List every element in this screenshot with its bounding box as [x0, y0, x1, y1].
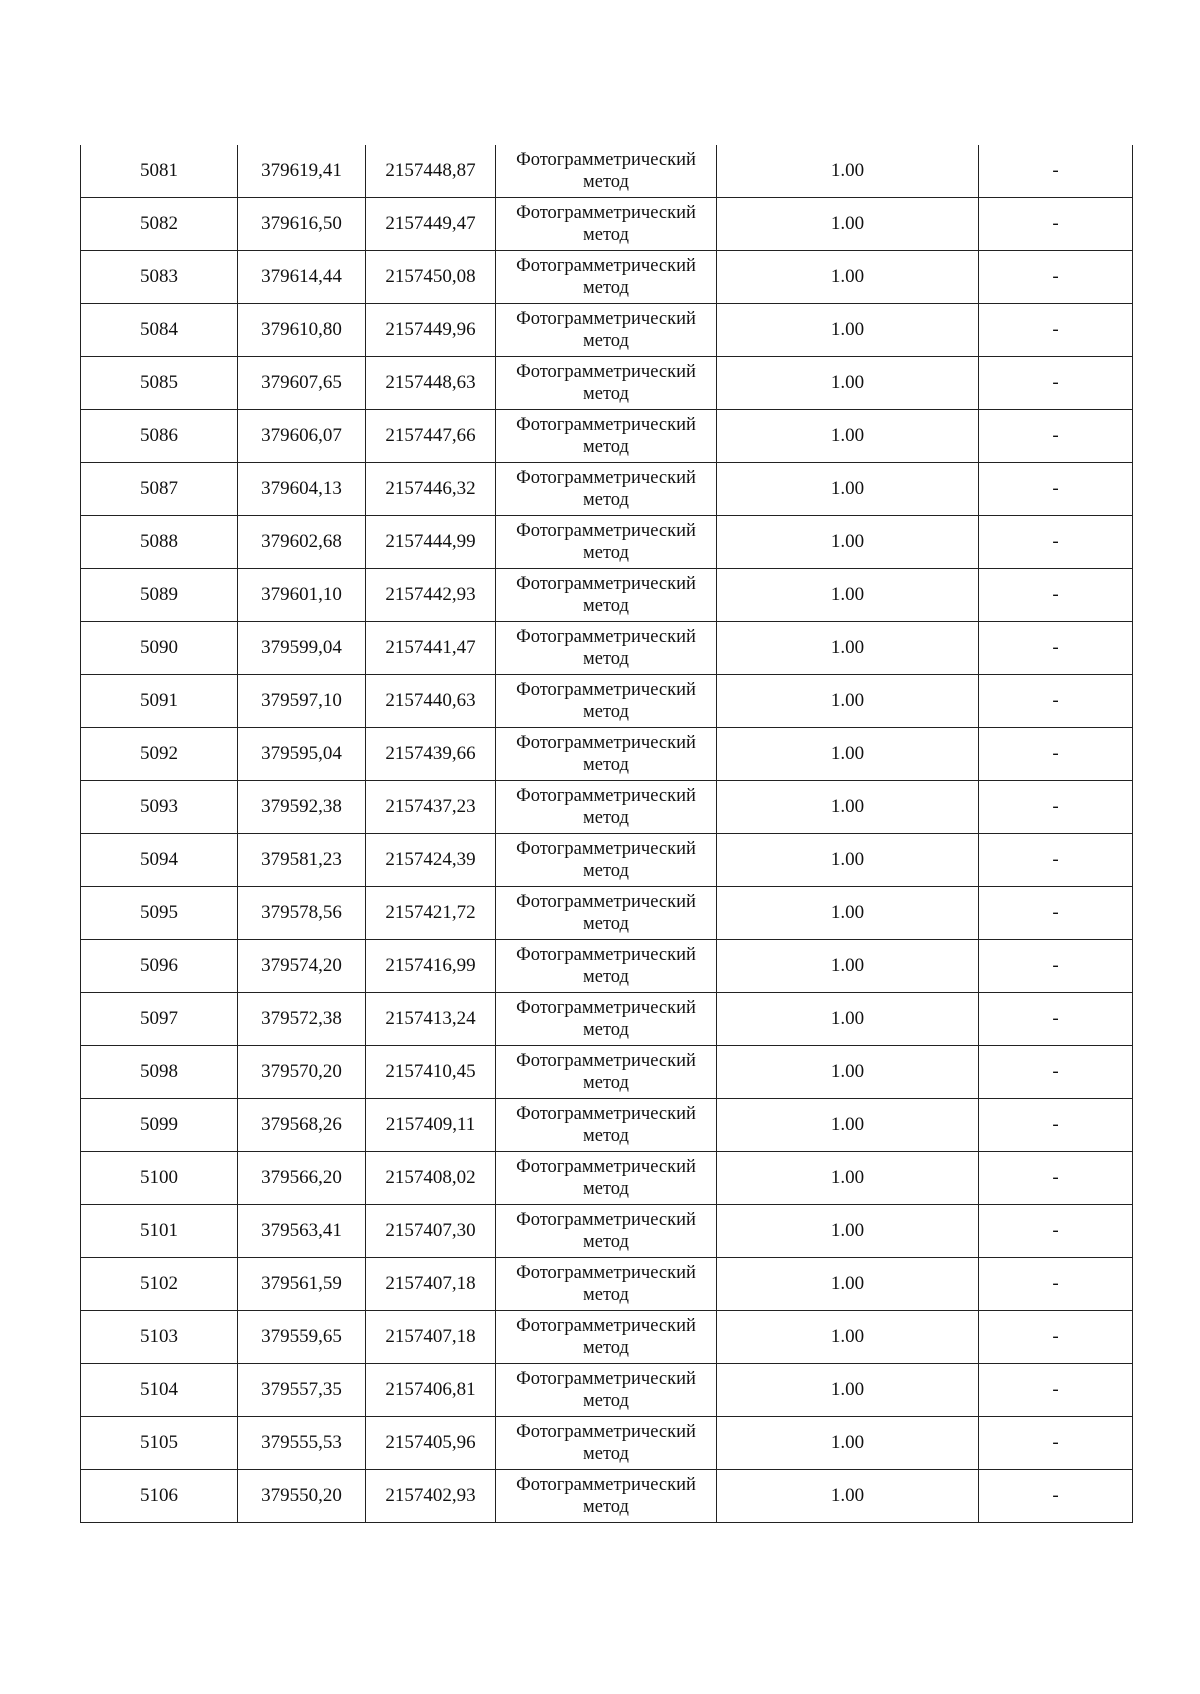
method-line-2: метод	[583, 914, 629, 934]
y-coordinate-cell: 2157437,23	[366, 781, 496, 834]
method-line-2: метод	[583, 702, 629, 722]
x-coordinate-cell: 379574,20	[238, 940, 366, 993]
coordinates-table	[80, 145, 1133, 1523]
table-row	[81, 1470, 1133, 1523]
method-line-1: Фотограмметрический	[516, 574, 696, 594]
method-line-1: Фотограмметрический	[516, 627, 696, 647]
method-line-2: метод	[583, 1126, 629, 1146]
method-line-1: Фотограмметрический	[516, 362, 696, 382]
method-line-2: метод	[583, 225, 629, 245]
point-number-cell: 5081	[81, 145, 238, 198]
y-coordinate-cell: 2157409,11	[366, 1099, 496, 1152]
x-coordinate-cell: 379563,41	[238, 1205, 366, 1258]
method-line-2: метод	[583, 1391, 629, 1411]
point-number-cell: 5102	[81, 1258, 238, 1311]
point-number-cell: 5105	[81, 1417, 238, 1470]
x-coordinate-cell: 379614,44	[238, 251, 366, 304]
y-coordinate-cell: 2157442,93	[366, 569, 496, 622]
note-cell: -	[979, 1099, 1133, 1152]
x-coordinate-cell: 379592,38	[238, 781, 366, 834]
table-row	[81, 516, 1133, 569]
table-row	[81, 304, 1133, 357]
point-number-cell: 5098	[81, 1046, 238, 1099]
method-cell	[496, 940, 717, 993]
method-line-1: Фотограмметрический	[516, 945, 696, 965]
accuracy-cell: 1.00	[717, 516, 979, 569]
x-coordinate-cell: 379595,04	[238, 728, 366, 781]
method-line-2: метод	[583, 967, 629, 987]
method-line-2: метод	[583, 1073, 629, 1093]
accuracy-cell: 1.00	[717, 834, 979, 887]
method-cell	[496, 675, 717, 728]
method-cell	[496, 1205, 717, 1258]
method-line-1: Фотограмметрический	[516, 733, 696, 753]
table-body	[81, 145, 1133, 1523]
method-cell	[496, 781, 717, 834]
note-cell: -	[979, 463, 1133, 516]
y-coordinate-cell: 2157446,32	[366, 463, 496, 516]
method-line-2: метод	[583, 1285, 629, 1305]
method-line-1: Фотограмметрический	[516, 150, 696, 170]
method-line-2: метод	[583, 172, 629, 192]
note-cell: -	[979, 993, 1133, 1046]
accuracy-cell: 1.00	[717, 251, 979, 304]
method-cell	[496, 251, 717, 304]
accuracy-cell: 1.00	[717, 410, 979, 463]
method-cell	[496, 993, 717, 1046]
accuracy-cell: 1.00	[717, 1311, 979, 1364]
note-cell: -	[979, 675, 1133, 728]
point-number-cell: 5095	[81, 887, 238, 940]
accuracy-cell: 1.00	[717, 1152, 979, 1205]
point-number-cell: 5096	[81, 940, 238, 993]
method-cell	[496, 1099, 717, 1152]
y-coordinate-cell: 2157449,47	[366, 198, 496, 251]
table-row	[81, 940, 1133, 993]
point-number-cell: 5083	[81, 251, 238, 304]
point-number-cell: 5086	[81, 410, 238, 463]
y-coordinate-cell: 2157424,39	[366, 834, 496, 887]
x-coordinate-cell: 379619,41	[238, 145, 366, 198]
method-line-1: Фотограмметрический	[516, 1210, 696, 1230]
method-line-2: метод	[583, 278, 629, 298]
note-cell: -	[979, 1311, 1133, 1364]
method-line-1: Фотограмметрический	[516, 839, 696, 859]
y-coordinate-cell: 2157407,18	[366, 1258, 496, 1311]
method-line-2: метод	[583, 1020, 629, 1040]
x-coordinate-cell: 379555,53	[238, 1417, 366, 1470]
accuracy-cell: 1.00	[717, 357, 979, 410]
note-cell: -	[979, 357, 1133, 410]
method-cell	[496, 145, 717, 198]
x-coordinate-cell: 379607,65	[238, 357, 366, 410]
point-number-cell: 5084	[81, 304, 238, 357]
method-line-1: Фотограмметрический	[516, 998, 696, 1018]
y-coordinate-cell: 2157449,96	[366, 304, 496, 357]
accuracy-cell: 1.00	[717, 1417, 979, 1470]
method-cell	[496, 887, 717, 940]
method-line-2: метод	[583, 861, 629, 881]
y-coordinate-cell: 2157405,96	[366, 1417, 496, 1470]
method-line-2: метод	[583, 755, 629, 775]
table-row	[81, 728, 1133, 781]
table-row	[81, 1258, 1133, 1311]
accuracy-cell: 1.00	[717, 569, 979, 622]
method-line-1: Фотограмметрический	[516, 415, 696, 435]
method-line-2: метод	[583, 596, 629, 616]
note-cell: -	[979, 1364, 1133, 1417]
method-line-2: метод	[583, 1338, 629, 1358]
note-cell: -	[979, 145, 1133, 198]
x-coordinate-cell: 379550,20	[238, 1470, 366, 1523]
accuracy-cell: 1.00	[717, 675, 979, 728]
note-cell: -	[979, 251, 1133, 304]
point-number-cell: 5087	[81, 463, 238, 516]
table-row	[81, 675, 1133, 728]
x-coordinate-cell: 379602,68	[238, 516, 366, 569]
accuracy-cell: 1.00	[717, 1470, 979, 1523]
point-number-cell: 5090	[81, 622, 238, 675]
method-line-2: метод	[583, 1232, 629, 1252]
note-cell: -	[979, 198, 1133, 251]
method-cell	[496, 834, 717, 887]
table-row	[81, 993, 1133, 1046]
method-line-1: Фотограмметрический	[516, 1369, 696, 1389]
note-cell: -	[979, 728, 1133, 781]
point-number-cell: 5100	[81, 1152, 238, 1205]
point-number-cell: 5091	[81, 675, 238, 728]
x-coordinate-cell: 379561,59	[238, 1258, 366, 1311]
method-line-1: Фотограмметрический	[516, 309, 696, 329]
method-line-1: Фотограмметрический	[516, 1051, 696, 1071]
accuracy-cell: 1.00	[717, 1046, 979, 1099]
method-cell	[496, 1470, 717, 1523]
method-line-2: метод	[583, 331, 629, 351]
method-line-2: метод	[583, 1179, 629, 1199]
note-cell: -	[979, 781, 1133, 834]
table-row	[81, 463, 1133, 516]
method-cell	[496, 304, 717, 357]
note-cell: -	[979, 516, 1133, 569]
point-number-cell: 5106	[81, 1470, 238, 1523]
y-coordinate-cell: 2157448,63	[366, 357, 496, 410]
note-cell: -	[979, 1152, 1133, 1205]
method-line-2: метод	[583, 1497, 629, 1517]
note-cell: -	[979, 410, 1133, 463]
x-coordinate-cell: 379559,65	[238, 1311, 366, 1364]
accuracy-cell: 1.00	[717, 1099, 979, 1152]
method-cell	[496, 728, 717, 781]
x-coordinate-cell: 379599,04	[238, 622, 366, 675]
x-coordinate-cell: 379570,20	[238, 1046, 366, 1099]
y-coordinate-cell: 2157407,18	[366, 1311, 496, 1364]
method-cell	[496, 198, 717, 251]
y-coordinate-cell: 2157410,45	[366, 1046, 496, 1099]
method-line-1: Фотограмметрический	[516, 892, 696, 912]
table-row	[81, 1417, 1133, 1470]
point-number-cell: 5104	[81, 1364, 238, 1417]
x-coordinate-cell: 379581,23	[238, 834, 366, 887]
method-line-1: Фотограмметрический	[516, 786, 696, 806]
table-row	[81, 251, 1133, 304]
method-line-2: метод	[583, 1444, 629, 1464]
y-coordinate-cell: 2157416,99	[366, 940, 496, 993]
method-line-2: метод	[583, 808, 629, 828]
table-row	[81, 198, 1133, 251]
accuracy-cell: 1.00	[717, 622, 979, 675]
point-number-cell: 5085	[81, 357, 238, 410]
y-coordinate-cell: 2157439,66	[366, 728, 496, 781]
accuracy-cell: 1.00	[717, 728, 979, 781]
x-coordinate-cell: 379601,10	[238, 569, 366, 622]
note-cell: -	[979, 1046, 1133, 1099]
note-cell: -	[979, 887, 1133, 940]
x-coordinate-cell: 379568,26	[238, 1099, 366, 1152]
y-coordinate-cell: 2157450,08	[366, 251, 496, 304]
accuracy-cell: 1.00	[717, 1364, 979, 1417]
x-coordinate-cell: 379604,13	[238, 463, 366, 516]
method-cell	[496, 569, 717, 622]
point-number-cell: 5097	[81, 993, 238, 1046]
x-coordinate-cell: 379597,10	[238, 675, 366, 728]
method-cell	[496, 357, 717, 410]
table-row	[81, 834, 1133, 887]
table-row	[81, 1311, 1133, 1364]
table-row	[81, 1205, 1133, 1258]
method-cell	[496, 1417, 717, 1470]
method-cell	[496, 516, 717, 569]
accuracy-cell: 1.00	[717, 781, 979, 834]
note-cell: -	[979, 834, 1133, 887]
table-row	[81, 357, 1133, 410]
accuracy-cell: 1.00	[717, 993, 979, 1046]
point-number-cell: 5092	[81, 728, 238, 781]
note-cell: -	[979, 569, 1133, 622]
note-cell: -	[979, 304, 1133, 357]
y-coordinate-cell: 2157407,30	[366, 1205, 496, 1258]
y-coordinate-cell: 2157441,47	[366, 622, 496, 675]
y-coordinate-cell: 2157440,63	[366, 675, 496, 728]
accuracy-cell: 1.00	[717, 145, 979, 198]
method-line-1: Фотограмметрический	[516, 1316, 696, 1336]
method-line-1: Фотограмметрический	[516, 1104, 696, 1124]
note-cell: -	[979, 1417, 1133, 1470]
note-cell: -	[979, 622, 1133, 675]
method-line-1: Фотограмметрический	[516, 1475, 696, 1495]
table-row	[81, 622, 1133, 675]
x-coordinate-cell: 379616,50	[238, 198, 366, 251]
y-coordinate-cell: 2157413,24	[366, 993, 496, 1046]
point-number-cell: 5099	[81, 1099, 238, 1152]
point-number-cell: 5088	[81, 516, 238, 569]
y-coordinate-cell: 2157444,99	[366, 516, 496, 569]
table-row	[81, 1046, 1133, 1099]
method-line-2: метод	[583, 543, 629, 563]
note-cell: -	[979, 1470, 1133, 1523]
method-line-2: метод	[583, 649, 629, 669]
table-row	[81, 1364, 1133, 1417]
method-cell	[496, 410, 717, 463]
method-cell	[496, 622, 717, 675]
point-number-cell: 5101	[81, 1205, 238, 1258]
method-line-2: метод	[583, 437, 629, 457]
accuracy-cell: 1.00	[717, 463, 979, 516]
method-cell	[496, 463, 717, 516]
method-line-1: Фотограмметрический	[516, 680, 696, 700]
table-row	[81, 410, 1133, 463]
y-coordinate-cell: 2157447,66	[366, 410, 496, 463]
note-cell: -	[979, 1205, 1133, 1258]
method-line-1: Фотограмметрический	[516, 468, 696, 488]
y-coordinate-cell: 2157448,87	[366, 145, 496, 198]
method-line-1: Фотограмметрический	[516, 1157, 696, 1177]
point-number-cell: 5082	[81, 198, 238, 251]
note-cell: -	[979, 1258, 1133, 1311]
method-line-1: Фотограмметрический	[516, 1422, 696, 1442]
method-line-1: Фотограмметрический	[516, 521, 696, 541]
table-row	[81, 145, 1133, 198]
x-coordinate-cell: 379610,80	[238, 304, 366, 357]
method-line-2: метод	[583, 490, 629, 510]
note-cell: -	[979, 940, 1133, 993]
method-line-2: метод	[583, 384, 629, 404]
point-number-cell: 5094	[81, 834, 238, 887]
y-coordinate-cell: 2157402,93	[366, 1470, 496, 1523]
y-coordinate-cell: 2157406,81	[366, 1364, 496, 1417]
accuracy-cell: 1.00	[717, 1205, 979, 1258]
method-line-1: Фотограмметрический	[516, 203, 696, 223]
method-line-1: Фотограмметрический	[516, 256, 696, 276]
accuracy-cell: 1.00	[717, 198, 979, 251]
accuracy-cell: 1.00	[717, 1258, 979, 1311]
table-row	[81, 1152, 1133, 1205]
point-number-cell: 5103	[81, 1311, 238, 1364]
table-row	[81, 1099, 1133, 1152]
y-coordinate-cell: 2157421,72	[366, 887, 496, 940]
table-row	[81, 781, 1133, 834]
table-row	[81, 569, 1133, 622]
method-cell	[496, 1364, 717, 1417]
table-row	[81, 887, 1133, 940]
method-line-1: Фотограмметрический	[516, 1263, 696, 1283]
x-coordinate-cell: 379578,56	[238, 887, 366, 940]
x-coordinate-cell: 379606,07	[238, 410, 366, 463]
accuracy-cell: 1.00	[717, 304, 979, 357]
method-cell	[496, 1046, 717, 1099]
method-cell	[496, 1311, 717, 1364]
method-cell	[496, 1152, 717, 1205]
x-coordinate-cell: 379566,20	[238, 1152, 366, 1205]
x-coordinate-cell: 379572,38	[238, 993, 366, 1046]
point-number-cell: 5093	[81, 781, 238, 834]
accuracy-cell: 1.00	[717, 887, 979, 940]
point-number-cell: 5089	[81, 569, 238, 622]
accuracy-cell: 1.00	[717, 940, 979, 993]
x-coordinate-cell: 379557,35	[238, 1364, 366, 1417]
y-coordinate-cell: 2157408,02	[366, 1152, 496, 1205]
method-cell	[496, 1258, 717, 1311]
